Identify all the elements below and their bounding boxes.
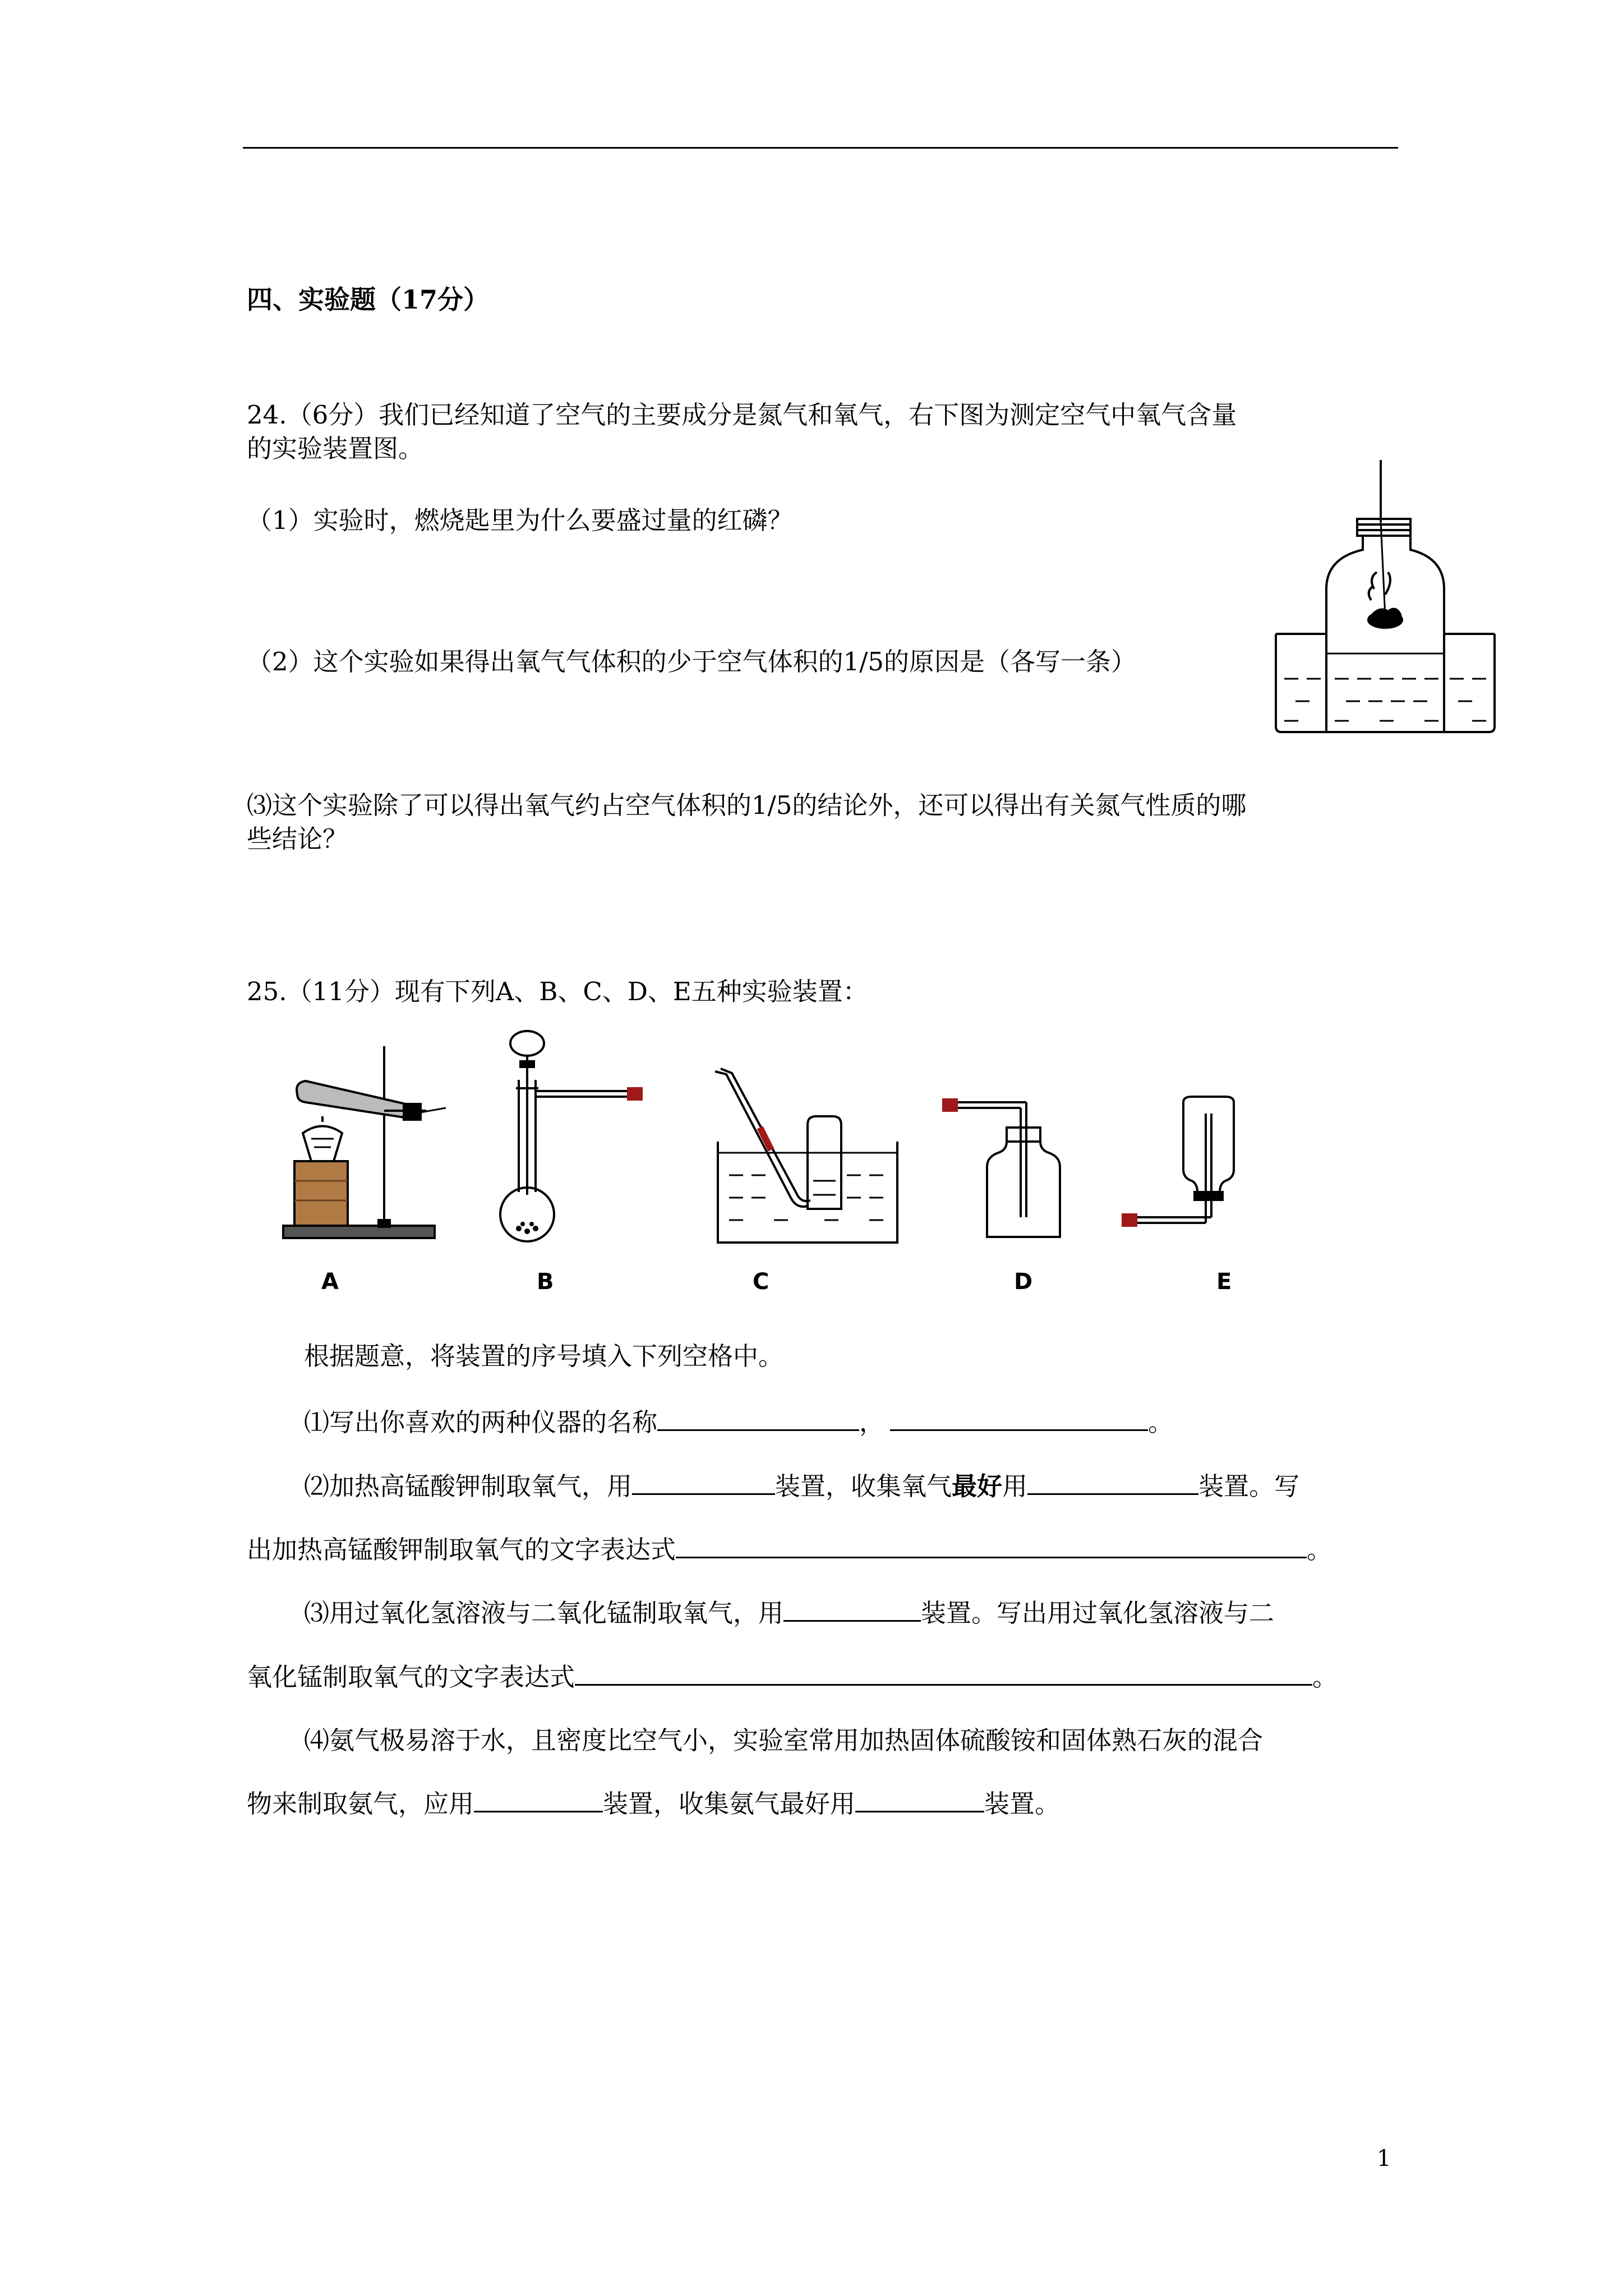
q25-part3-expression-prompt: 氧化锰制取氧气的文字表达式 (247, 1662, 575, 1692)
q24-subquestion-3-line2: 些结论？ (247, 824, 348, 854)
apparatus-e-figure (1122, 1097, 1256, 1243)
answer-blank-ammonia-collection[interactable] (855, 1788, 984, 1812)
q25-part2-prompt: ⑵加热高锰酸钾制取氧气，用 (304, 1471, 633, 1501)
q25-part2-line1 (304, 1471, 1299, 1502)
q24-subquestion-1: （1）实验时，燃烧匙里为什么要盛过量的红磷？ (247, 505, 793, 535)
q25-part2-period: 。 (1307, 1535, 1332, 1565)
q25-part3-prompt: ⑶用过氧化氢溶液与二氧化锰制取氧气，用 (304, 1598, 784, 1628)
answer-blank-instrument-2[interactable] (890, 1407, 1148, 1431)
q25-instruction: 根据题意，将装置的序号填入下列空格中。 (304, 1341, 784, 1371)
q25-part1-period: 。 (1148, 1407, 1174, 1437)
q24-subquestion-2: （2）这个实验如果得出氧气气体积的少于空气体积的1/5的原因是（各写一条） (247, 647, 1137, 677)
q25-part2-collect: 装置，收集氧气 (775, 1471, 952, 1501)
apparatus-c-figure (712, 1069, 903, 1248)
q25-part1 (304, 1407, 1173, 1438)
q25-part3-period: 。 (1312, 1662, 1338, 1692)
q24-intro-line2: 的实验装置图。 (247, 434, 424, 463)
answer-blank-kmno4-device[interactable] (632, 1471, 775, 1495)
answer-blank-h2o2-expression[interactable] (575, 1662, 1312, 1686)
header-rule (243, 147, 1398, 149)
q25-part4-tail: 装置。 (984, 1789, 1061, 1819)
apparatus-d-figure (942, 1094, 1077, 1245)
q25-part2-tail: 装置。写 (1198, 1471, 1300, 1501)
apparatus-e-label: E (1216, 1269, 1232, 1295)
answer-blank-oxygen-collection[interactable] (1027, 1471, 1198, 1495)
q25-part4-line1: ⑷氨气极易溶于水，且密度比空气小，实验室常用加热固体硫酸铵和固体熟石灰的混合 (304, 1726, 1264, 1755)
answer-blank-ammonia-device[interactable] (474, 1788, 603, 1812)
q25-part4-collect: 装置，收集氨气最好用 (603, 1789, 856, 1819)
q25-part4-line2 (247, 1788, 1060, 1820)
q25-intro: 25.（11分）现有下列A、B、C、D、E五种实验装置： (247, 977, 868, 1006)
q25-part2-best: 最好 (952, 1471, 1003, 1501)
answer-blank-instrument-1[interactable] (657, 1407, 859, 1431)
apparatus-a-figure (278, 1041, 457, 1243)
q25-part4-prompt: 物来制取氨气，应用 (247, 1789, 474, 1819)
q24-intro-line1: 24.（6分）我们已经知道了空气的主要成分是氮气和氧气，右下图为测定空气中氧气含量 (247, 400, 1237, 430)
section-title: 四、实验题（17分） (247, 284, 490, 315)
apparatus-d-label: D (1014, 1269, 1033, 1295)
q24-subquestion-3-line1: ⑶这个实验除了可以得出氧气约占空气体积的1/5的结论外，还可以得出有关氮气性质的哪 (247, 790, 1247, 820)
q25-part2-expression-prompt: 出加热高锰酸钾制取氧气的文字表达式 (247, 1535, 676, 1565)
apparatus-b-label: B (537, 1269, 554, 1295)
answer-blank-kmno4-expression[interactable] (676, 1534, 1307, 1558)
q25-part3-line1 (304, 1598, 1274, 1629)
apparatus-a-label: A (321, 1269, 339, 1295)
oxygen-measurement-apparatus (1273, 460, 1497, 735)
q25-part3-tail: 装置。写出用过氧化氢溶液与二 (921, 1598, 1275, 1628)
q25-part1-comma: ， (859, 1407, 885, 1437)
q25-part2-line2 (247, 1534, 1332, 1566)
page-number: 1 (1377, 2146, 1391, 2171)
apparatus-b-figure (494, 1027, 667, 1245)
q25-part1-prompt: ⑴写出你喜欢的两种仪器的名称 (304, 1407, 658, 1437)
q25-part2-use: 用 (1002, 1471, 1028, 1501)
apparatus-c-label: C (753, 1269, 769, 1295)
answer-blank-h2o2-device[interactable] (783, 1598, 921, 1622)
q25-part3-line2 (247, 1662, 1338, 1693)
